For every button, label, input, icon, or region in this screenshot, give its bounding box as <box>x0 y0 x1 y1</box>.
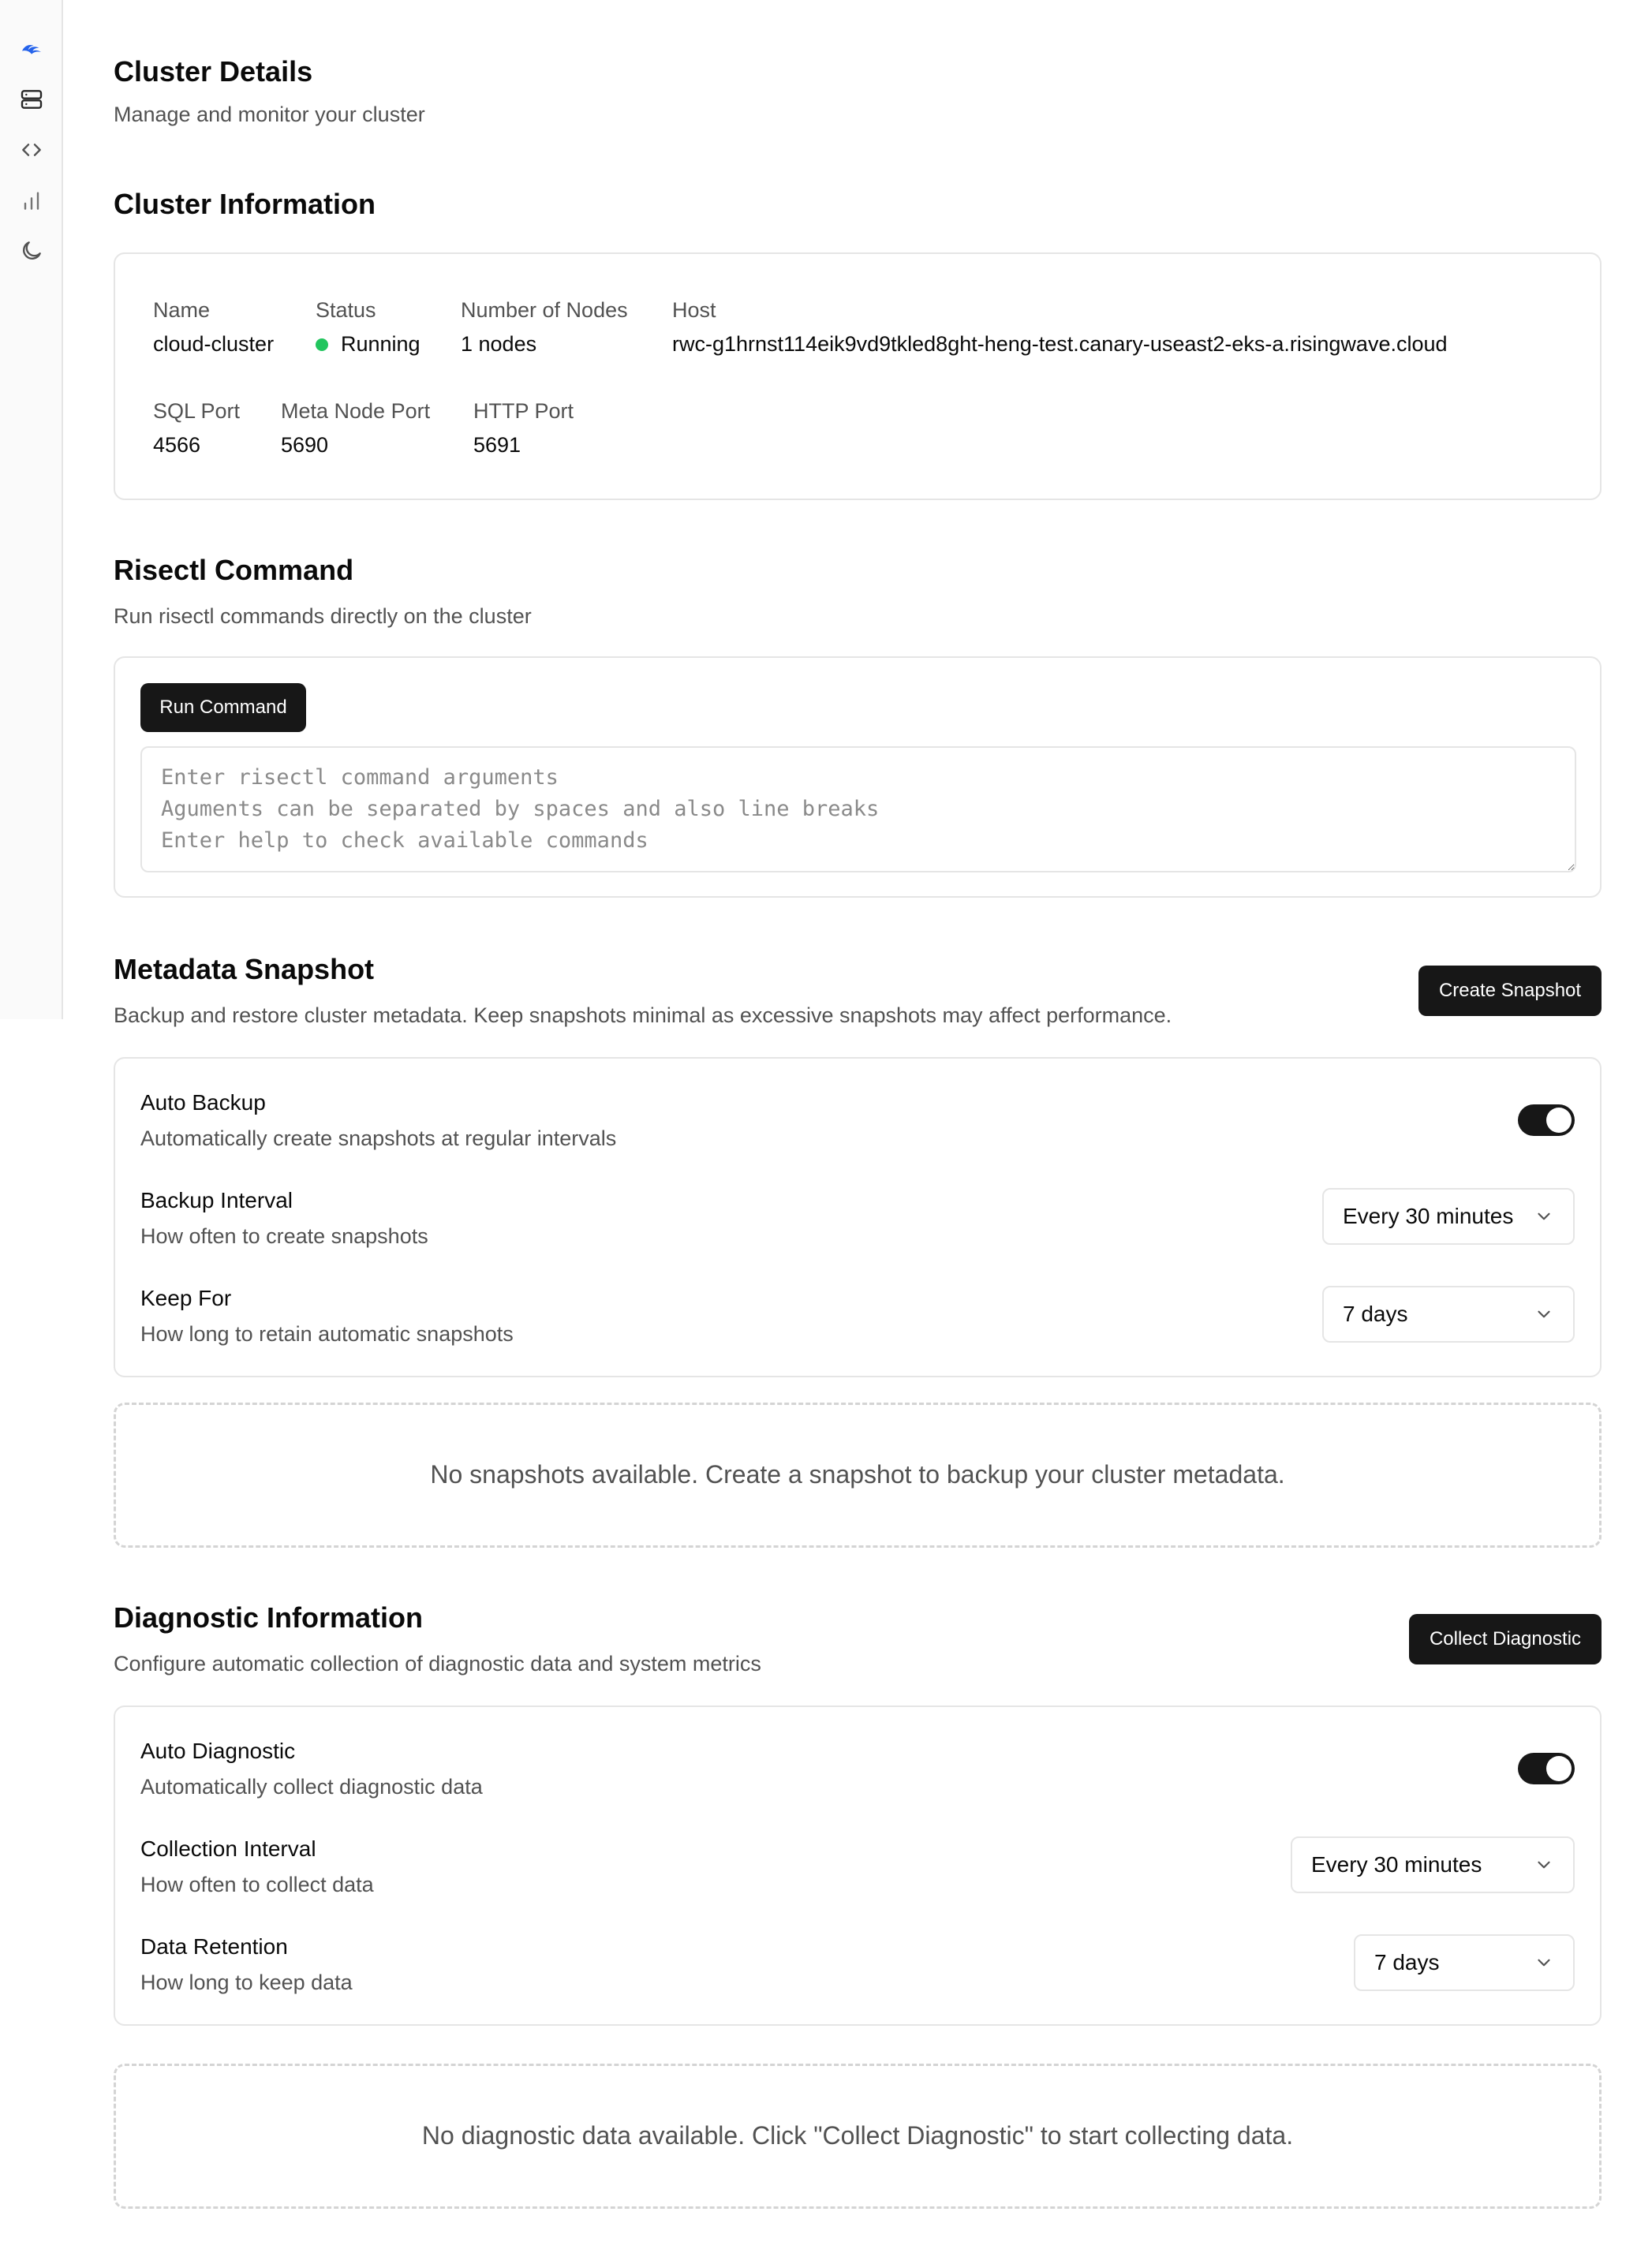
risectl-subtitle: Run risectl commands directly on the cluster <box>114 604 532 628</box>
risectl-card <box>114 656 1602 898</box>
chevron-down-icon <box>1534 1206 1554 1227</box>
cluster-status-text: Running <box>341 332 420 356</box>
collection-interval-row <box>140 1836 1575 1907</box>
auto-backup-desc: Automatically create snapshots at regular intervals <box>140 1126 617 1150</box>
auto-backup-row <box>140 1090 1575 1161</box>
auto-backup-toggle[interactable] <box>1518 1104 1575 1136</box>
cluster-status-label: Status <box>316 298 376 322</box>
sql-port-value: 4566 <box>153 433 201 457</box>
diagnostic-title: Diagnostic Information <box>114 1601 424 1634</box>
cluster-host-field <box>672 298 1448 357</box>
snapshot-title: Metadata Snapshot <box>114 953 375 985</box>
cluster-info-card <box>114 252 1602 500</box>
bar-chart-icon[interactable] <box>17 186 46 215</box>
code-icon[interactable] <box>17 136 46 164</box>
run-command-button[interactable]: Run Command <box>140 683 306 732</box>
keep-for-desc: How long to retain automatic snapshots <box>140 1322 514 1346</box>
risectl-title: Risectl Command <box>114 554 354 586</box>
data-retention-value: 7 days <box>1374 1950 1440 1974</box>
auto-diagnostic-label: Auto Diagnostic <box>140 1739 296 1763</box>
meta-port-label: Meta Node Port <box>281 399 431 423</box>
data-retention-select[interactable] <box>1354 1934 1575 1991</box>
http-port-label: HTTP Port <box>473 399 574 423</box>
backup-interval-select[interactable] <box>1322 1188 1575 1245</box>
diagnostic-empty-text: No diagnostic data available. Click "Collect Diagnostic" to start collecting data. <box>421 2121 1294 2150</box>
auto-diagnostic-row <box>140 1739 1575 1810</box>
keep-for-row <box>140 1286 1575 1357</box>
cluster-info-title: Cluster Information <box>114 188 376 220</box>
toggle-knob <box>1546 1756 1572 1781</box>
chevron-down-icon <box>1534 1304 1554 1324</box>
cluster-status-field <box>316 298 420 357</box>
cluster-nodes-field <box>461 298 628 357</box>
keep-for-value: 7 days <box>1343 1302 1408 1326</box>
data-retention-desc: How long to keep data <box>140 1971 353 1994</box>
data-retention-label: Data Retention <box>140 1934 288 1959</box>
collection-interval-value: Every 30 minutes <box>1311 1852 1482 1877</box>
cluster-host-label: Host <box>672 298 716 322</box>
collection-interval-select[interactable] <box>1291 1836 1575 1893</box>
collection-interval-desc: How often to collect data <box>140 1873 374 1896</box>
snapshot-subtitle: Backup and restore cluster metadata. Keep snapshots minimal as excessive snapshots may affect performance. <box>114 1003 1172 1027</box>
keep-for-label: Keep For <box>140 1286 232 1310</box>
diagnostic-subtitle: Configure automatic collection of diagnostic data and system metrics <box>114 1652 761 1676</box>
keep-for-select[interactable] <box>1322 1286 1575 1343</box>
cluster-nodes-label: Number of Nodes <box>461 298 628 322</box>
diagnostic-empty-state <box>114 2064 1602 2209</box>
cluster-name-field <box>153 298 274 357</box>
cluster-status-value <box>316 332 420 357</box>
risectl-command-input[interactable] <box>140 746 1576 872</box>
backup-interval-row <box>140 1188 1575 1259</box>
meta-port-field <box>281 399 430 458</box>
auto-diagnostic-toggle[interactable] <box>1518 1753 1575 1784</box>
collect-diagnostic-button[interactable]: Collect Diagnostic <box>1409 1614 1602 1664</box>
snapshot-empty-text: No snapshots available. Create a snapshot to backup your cluster metadata. <box>430 1460 1285 1489</box>
auto-diagnostic-desc: Automatically collect diagnostic data <box>140 1775 483 1799</box>
sql-port-label: SQL Port <box>153 399 241 423</box>
page-title: Cluster Details <box>114 55 313 88</box>
snapshot-settings-card <box>114 1057 1602 1377</box>
sql-port-field <box>153 399 240 458</box>
snapshot-empty-state <box>114 1403 1602 1548</box>
sidebar <box>0 0 63 1019</box>
meta-port-value: 5690 <box>281 433 329 457</box>
cluster-name-value: cloud-cluster <box>153 332 275 356</box>
cluster-name-label: Name <box>153 298 211 322</box>
moon-icon[interactable] <box>17 237 46 265</box>
status-dot-icon <box>316 338 328 351</box>
cluster-host-value: rwc-g1hrnst114eik9vd9tkled8ght-heng-test.canary-useast2-eks-a.risingwave.cloud <box>672 332 1448 356</box>
http-port-field <box>473 399 574 458</box>
http-port-value: 5691 <box>473 433 521 457</box>
auto-backup-label: Auto Backup <box>140 1090 266 1115</box>
create-snapshot-button[interactable]: Create Snapshot <box>1418 966 1602 1016</box>
chevron-down-icon <box>1534 1855 1554 1875</box>
backup-interval-value: Every 30 minutes <box>1343 1204 1514 1228</box>
data-retention-row <box>140 1934 1575 2005</box>
backup-interval-label: Backup Interval <box>140 1188 293 1212</box>
page-subtitle: Manage and monitor your cluster <box>114 103 425 126</box>
collection-interval-label: Collection Interval <box>140 1836 316 1861</box>
backup-interval-desc: How often to create snapshots <box>140 1224 428 1248</box>
cluster-nodes-value: 1 nodes <box>461 332 537 356</box>
toggle-knob <box>1546 1108 1572 1133</box>
risingwave-logo-icon[interactable] <box>17 35 46 63</box>
chevron-down-icon <box>1534 1952 1554 1973</box>
server-icon[interactable] <box>17 85 46 114</box>
diagnostic-settings-card <box>114 1705 1602 2026</box>
